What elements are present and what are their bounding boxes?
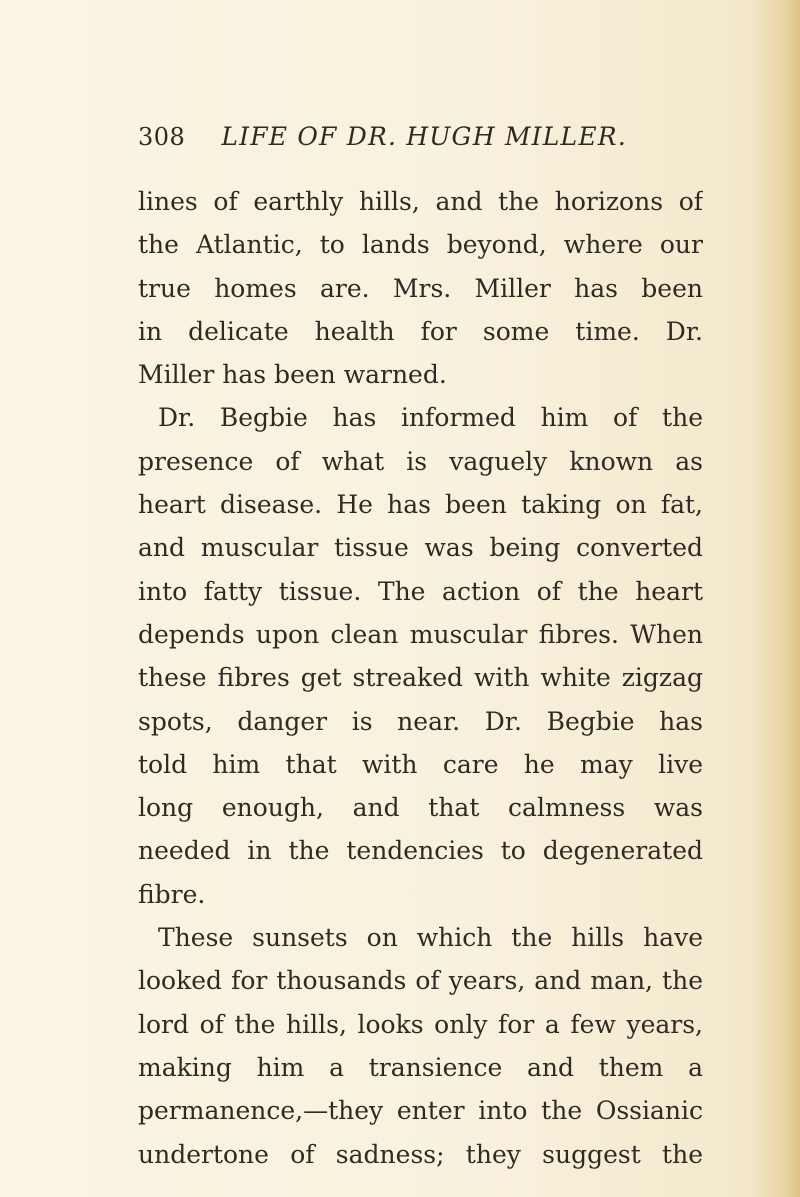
text-line: lines of earthly hills, and the horizons of [138,187,703,216]
body-text [138,180,703,1176]
text-line: told him that with care he may live [138,749,703,779]
text-line: and muscular tissue was being converted [138,533,703,563]
text-line: in delicate health for some time. Dr. [138,316,703,346]
text-line: These sunsets on which the hills have [158,923,703,953]
text-line: into fatty tissue. The action of the heart [138,576,703,606]
text-line: the Atlantic, to lands beyond, where our [138,230,703,260]
text-line: spots, danger is near. Dr. Begbie has [138,706,703,736]
text-line: making him a transience and them a [138,1052,703,1082]
text-line: lord of the hills, looks only for a few years, [138,1009,703,1039]
text-line: presence of what is vaguely known as [138,446,703,476]
running-title: LIFE OF DR. HUGH MILLER. [221,122,627,151]
text-line: permanence,—they enter into the Ossianic [138,1096,703,1126]
text-line: long enough, and that calmness was [138,793,703,823]
running-head [138,122,698,162]
text-line: needed in the tendencies to degenerated [138,836,703,866]
text-line: looked for thousands of years, and man, the [138,966,703,996]
text-line: depends upon clean muscular fibres. When [138,619,703,649]
text-line: heart disease. He has been taking on fat, [138,490,703,520]
text-line: Miller has been warned. [138,360,447,390]
text-line: fibre. [138,879,206,909]
text-line: these fibres get streaked with white zigzag [138,663,703,693]
text-line: undertone of sadness; they suggest the [138,1139,703,1169]
text-line: true homes are. Mrs. Miller has been [138,273,703,303]
page-edge-shadow [752,0,800,1197]
page-number: 308 [138,123,186,151]
text-line: Dr. Begbie has informed him of the [158,403,703,433]
